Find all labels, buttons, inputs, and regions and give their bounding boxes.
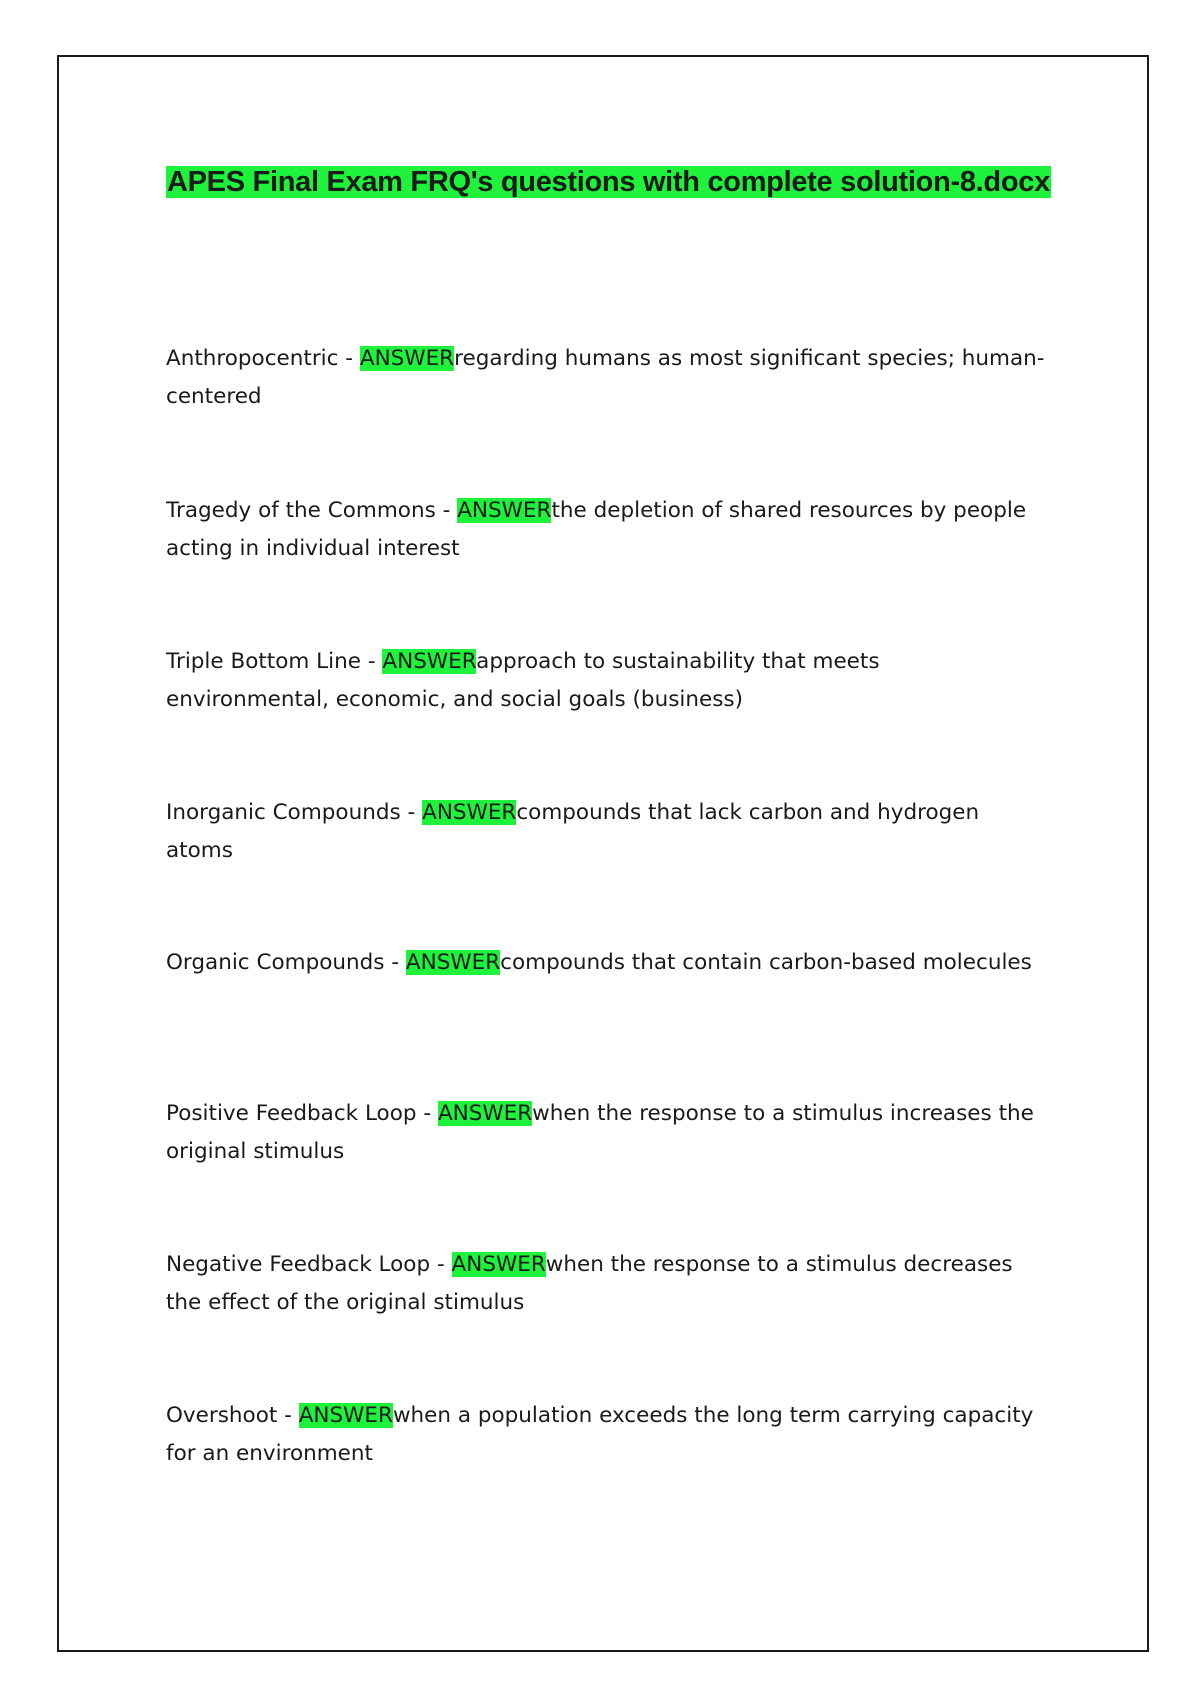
answer-tag: ANSWER bbox=[405, 950, 501, 975]
title-highlight: APES Final Exam FRQ's questions with complete solution-8.docx bbox=[167, 166, 1050, 198]
entry-definition: compounds that contain carbon-based molecules bbox=[500, 950, 1032, 975]
entry-term: Inorganic Compounds bbox=[166, 800, 401, 825]
answer-tag: ANSWER bbox=[382, 649, 477, 674]
entry-term: Triple Bottom Line bbox=[166, 649, 361, 674]
entry-organic-compounds bbox=[166, 944, 1046, 982]
entry-separator: - bbox=[400, 800, 423, 825]
entry-overshoot bbox=[166, 1397, 1046, 1473]
entry-term: Anthropocentric bbox=[166, 346, 339, 371]
entry-definition: when a population exceeds the long term carrying capacity for an environment bbox=[166, 1403, 1034, 1466]
answer-tag: ANSWER bbox=[451, 1252, 546, 1277]
entry-tragedy-of-the-commons bbox=[166, 492, 1046, 568]
entry-definition: when the response to a stimulus decreases the effect of the original stimulus bbox=[166, 1252, 1013, 1315]
entry-negative-feedback-loop bbox=[166, 1246, 1046, 1322]
entry-triple-bottom-line bbox=[166, 643, 1046, 719]
entry-inorganic-compounds bbox=[166, 794, 1046, 870]
entry-separator: - bbox=[416, 1101, 438, 1126]
answer-tag: ANSWER bbox=[457, 498, 552, 523]
entry-term: Positive Feedback Loop bbox=[166, 1101, 417, 1126]
answer-tag: ANSWER bbox=[359, 346, 455, 371]
entry-definition: the depletion of shared resources by people acting in individual interest bbox=[166, 498, 1027, 561]
entry-separator: - bbox=[384, 950, 406, 975]
entry-term: Organic Compounds bbox=[166, 950, 385, 975]
answer-tag: ANSWER bbox=[422, 800, 517, 825]
entry-definition: approach to sustainability that meets environmental, economic, and social goals (business) bbox=[166, 649, 880, 712]
answer-tag: ANSWER bbox=[437, 1101, 533, 1126]
entry-separator: - bbox=[430, 1252, 452, 1277]
answer-tag: ANSWER bbox=[298, 1403, 393, 1428]
document-title bbox=[166, 163, 1051, 201]
entry-separator: - bbox=[435, 498, 458, 523]
entry-positive-feedback-loop bbox=[166, 1095, 1046, 1171]
entry-separator: - bbox=[277, 1403, 299, 1428]
entry-definition: regarding humans as most significant species; human-centered bbox=[166, 346, 1045, 409]
entry-separator: - bbox=[338, 346, 360, 371]
entry-term: Overshoot bbox=[166, 1403, 278, 1428]
entry-definition: compounds that lack carbon and hydrogen atoms bbox=[166, 800, 980, 863]
entry-definition: when the response to a stimulus increases the original stimulus bbox=[166, 1101, 1034, 1164]
entry-term: Tragedy of the Commons bbox=[166, 498, 436, 523]
entry-term: Negative Feedback Loop bbox=[166, 1252, 431, 1277]
entry-anthropocentric bbox=[166, 340, 1046, 416]
entry-separator: - bbox=[360, 649, 383, 674]
